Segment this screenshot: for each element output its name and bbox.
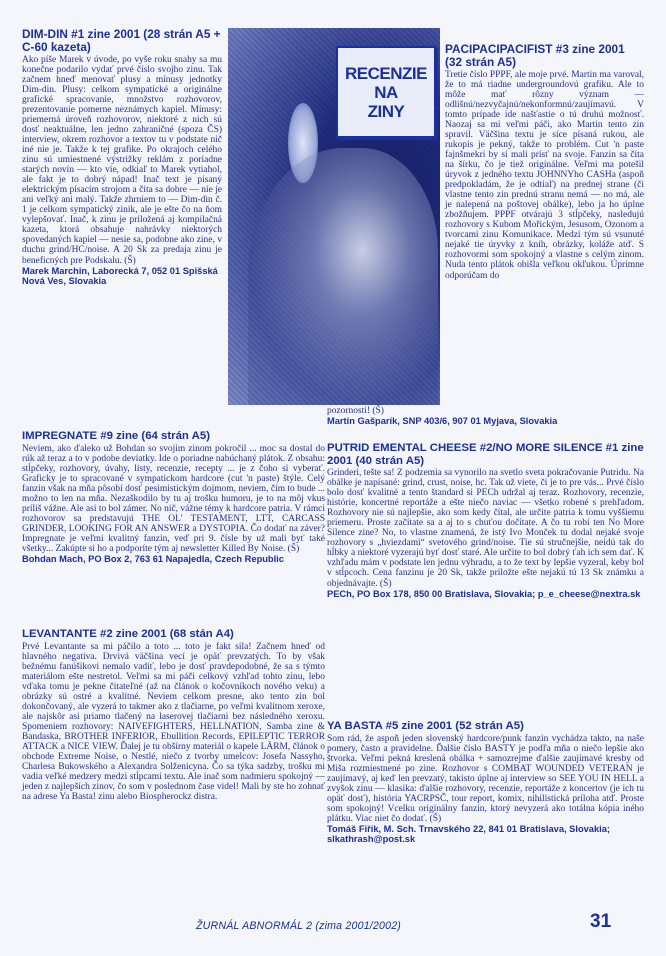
stamp-line-2: NA: [374, 82, 398, 102]
review-body: Tretie číslo PPPF, ale moje prvé. Martin ma varoval, že to má riadne undergroundovú grafiku. Ale to môže mať rôzny význam — odlišnú/nezvyčajnú/nekonformnú/zaujímavú. V tomto prípade ide našťastie o tú druhú možnosť. Naozaj sa mi veľmi páči, ako Martin tento zin spravil. Väčšina textu je síce písaná rukou, ale rukopis je pekný, takže to problém. Cut 'n paste fajnšmekri by si mali prísť na svoje. Fanzin sa číta na šírku, čo je tiež originálne. Veľmi ma potešil úryvok z jedného textu JOHNNYho CASHa (aspoň predpokladám, že je odtiaľ) na prednej strane (či vlastne tento zin prednú stranu nemá — no má, ale je nalepená na poštovej obálke), lebo ja ho úplne zbožňujem. PPPF otvárajú 3 stĺpčeky, nasledujú rozhovory s Kubom Mořickým, Jesusom, Ozonom a tvorcami zinu Komunikace. Medzi tým sú vsunuté nejaké tie úryvky z kníh, obrázky, koláže atď. S rozhovormi som spokojný a vlastne s celým zinom. Nuda tento plátok obišla veľkou okľukou. Úprimne odporúčam do: [445, 69, 644, 281]
review-body-tail: pozornosti! (Š): [327, 406, 384, 416]
review-impregnate: [22, 430, 325, 564]
review-pacipacipacifist: [445, 43, 644, 281]
review-title: LEVANTANTE #2 zine 2001 (68 stán A4): [22, 628, 234, 640]
review-pacipacipacifist-tail: [327, 406, 644, 426]
review-title: PUTRID EMENTAL CHEESE #2/NO MORE SILENCE #1 zine 2001 (40 strán A5): [327, 442, 644, 467]
review-dim-din: [22, 28, 222, 286]
review-contact: Bohdan Mach, PO Box 2, 763 61 Napajedla, Czech Republic: [22, 554, 284, 565]
review-levantante: [22, 628, 325, 802]
review-body: Som rád, že aspoň jeden slovenský hardcore/punk fanzin vychádza takto, na naše pomery, často a pravidelne. Ďalšie číslo BASTY je podľa mňa o niečo lepšie ako štvorka. Veľmi pekná kreslená obálka + samozrejme ďalšie zaujímavé kresby od Miša rozmiestnené po zine. Rozhovor s COMBAT WOUNDED VETERAN je zaujímavý, aj keď len prevzatý, takisto úplne aj interview so SEE YOU IN HELL a zvyšok zinu — klasika: ďalšie rozhovory, recenzie, reportáže z koncertov (je ich tu opäť dosť), história YACRPSČ, tour report, komix, nihilistická príloha atď. Proste som spokojný! Vcelku originálny fanzin, ktorý nevyzerá ako totálna kópia iného plátku. Viac niet čo dodať. (Š): [327, 733, 644, 824]
review-body: Prvé Levantante sa mi páčilo a toto ... toto je fakt sila! Začnem hneď od hlavného negatíva. Drvivá väčšina vecí je opäť prevzatých. To by však bežnému fanúšikovi nemalo vadiť, lebo je dosť pravdepodobné, že sa s týmto materiálom ešte nestretol. Veľmi sa mi páči celkový vzhľad tohto zinu, lebo vďaka tomu je pekne čitateľné (až na článok o kočovníkoch nového veku) a obrázky sú ostré a kvalitné. Neviem celkom presne, ako tento zin bol dokončovaný, ale vyzerá to takmer ako z tlačiarne, po veľmi kvalitnom xeroxe, ale najskôr asi priamo tlačený na laserovej tlačiarni bez následného xeroxu. Spomeniem rozhovory: NAIVEFIGHTERS, HELLNATION, Samba zine & Bandaska, BROTHER INFERIOR, Ebullition Records, EPILEPTIC TERROR ATTACK a NICE VIEW. Ďalej je tu obšírny materiál o kapele LÄRM, článok o obchode Extreme Noise, o Nestlé, niečo z tvorby umelcov: Josefa Nassyho, Charlesa Bukowského a Alexandra Solženicyna. Čo sa týka sadzby, trošku mi vadia veľké medzery medzi stĺpcami textu. Ale inač som nadmieru spokojný — jeden z najlepších zinov, čo som v poslednom čase videl! Mali by ste ho zohnať na adrese Ya Basta! zinu alebo Biospherockz distra.: [22, 641, 325, 803]
review-contact: PECh, PO Box 178, 850 00 Bratislava, Slovakia; p_e_cheese@nextra.sk: [327, 588, 641, 599]
review-title: DIM-DIN #1 zine 2001 (28 strán A5 + C-60 kazeta): [22, 27, 221, 54]
review-body: Neviem, ako ďaleko už Bohdan so svojim zinom pokročil ... moc sa dostal do rúk až teraz a to v podobe deviatky. Ide o poriadne nabúchaný plátok. Z obsahu: stĺpčeky, rozhovory, úvahy, listy, recenzie, recepty ... je z čoho si vyberať. Graficky je to spracované v sympatickom hardcore (cut 'n paste) štýle. Celý fanzin však na mňa pôsobí dosť pesimistickým dojmom, neviem, čím to bude ... možno to len na mňa. Nezaškodilo by tu aj trošku humoru, je to na môj vkus príliš vážne. Ale asi to bol zámer. No nič, vážne témy k hardcore patria. V rámci rozhovorov sa predstavujú THE OL' TESTAMENT, LTT, CARCASS GRINDER, LOOKING FOR AN ANSWER a DYSTOPIA. Čo dodať na záver? Impregnate je veľmi kvalitný fanzin, veď pri 9. čísle by už mali byť také všetky... Zakúpte si ho a podporíte tým aj newsletter Killed By Noise. (Š): [22, 443, 325, 554]
review-contact: Martin Gašparík, SNP 403/6, 907 01 Myjava, Slovakia: [327, 416, 558, 426]
magazine-footer: ŽURNÁL ABNORMÁL 2 (zima 2001/2002): [196, 920, 402, 932]
stamp-line-3: ZINY: [367, 101, 405, 121]
review-putrid-emental-cheese: [327, 442, 644, 599]
musician-photo: [228, 28, 440, 405]
stamp-line-1: RECENZIE: [345, 63, 427, 83]
review-contact: Marek Marchin, Laborecká 7, 052 01 Spišská Nová Ves, Slovakia: [22, 265, 218, 286]
recenzie-stamp: [336, 46, 436, 138]
page-number: 31: [590, 911, 612, 932]
review-title: IMPREGNATE #9 zine (64 strán A5): [22, 430, 210, 442]
review-contact: Tomáš Fiřík, M. Sch. Trnavského 22, 841 01 Bratislava, Slovakia; slkathrash@post.sk: [327, 823, 611, 845]
figure-silhouette: [248, 148, 438, 405]
review-title: PACIPACIPACIFIST #3 zine 2001 (32 strán A5): [445, 42, 625, 69]
review-body: Ako píše Marek v úvode, po vyše roku snahy sa mu konečne podarilo vydať prvé číslo svojho zinu. Tak začnem hneď menovať plusy a mínusy jednotky Dim-din. Plusy: celkom sympatické a originálne grafické spracovanie, množstvo rozhovorov, prezentovanie pomerne neznámych kapiel. Mínusy: priemerná úroveň rozhovorov, niektoré z nich sú dosť neaktuálne, len jedno zahraničné (spoza ČS) interview, okrem rozhovor a textov tu v podstate nič iné nie je. Takže k tej grafike. Po okrajoch celého zinu sú umiestnené výstrižky reklám z poriadne starých novín — kto vie, odkiaľ to Marek vytiahol, ale fakt je to dobrý nápad! Inač text je písaný elektrickým písacím strojom a čita sa dobre — nie je ani veľký ani malý. Takže zhrniem to — Dim-din č. 1 je celkom sympatický zinik, ale je ešte čo na ňom vylepšovať. Inač, k zinu je priložená aj kompilačná kazeta, ktorá obsahuje nahrávky niektorých spovedaných kapiel — nesie sa, podobne ako zine, v duchu grind/HC/noise. A 20 Sk za predaja zinu je beneficných pre Podskalu. (Š): [22, 54, 222, 266]
review-title: YA BASTA #5 zine 2001 (52 strán A5): [327, 720, 524, 732]
review-body: Grinderi, tešte sa! Z podzemia sa vynorilo na svetlo sveta pokračovanie Putridu. Na obálke je napísané: grind, crust, noise, hc. Tak už viete, či je to pre vás... Prvé číslo bolo dosť kvalitné a tento štandard si PECh udržal aj teraz. Rozhovory, recenzie, históriе, koncertné reportáže a ešte niečo naviac — všetko robené s prehľadom. Rozhovory nie sú najlepšie, ako som kedy čítal, ale určite patria k tomu vyššiemu priemeru. Proste začítate sa a aj to s chuťou dočítate. A čo tu robí ten No More Silence zine? No, to vlastne znamená, že istý Ivo Monček tu dodal nejaké svoje rozhovory s „hviezdami“ svetového grind/noise. Tie sú stručnejšie, neidú tak do hĺbky a niektoré vyzerajú byť dosť staré. Ale určite to bol dobrý ťah ich sem dať. K vzhľadu mám v podstate len jednu výhradu, a to že text by lepšie vyzeral, keby bol v stĺpcoch. Cena fanzinu je 20 Sk, takže priložte ešte nejakú tú 13 Sk známku a objednávajte. (Š): [327, 468, 644, 589]
review-ya-basta: [327, 720, 644, 844]
